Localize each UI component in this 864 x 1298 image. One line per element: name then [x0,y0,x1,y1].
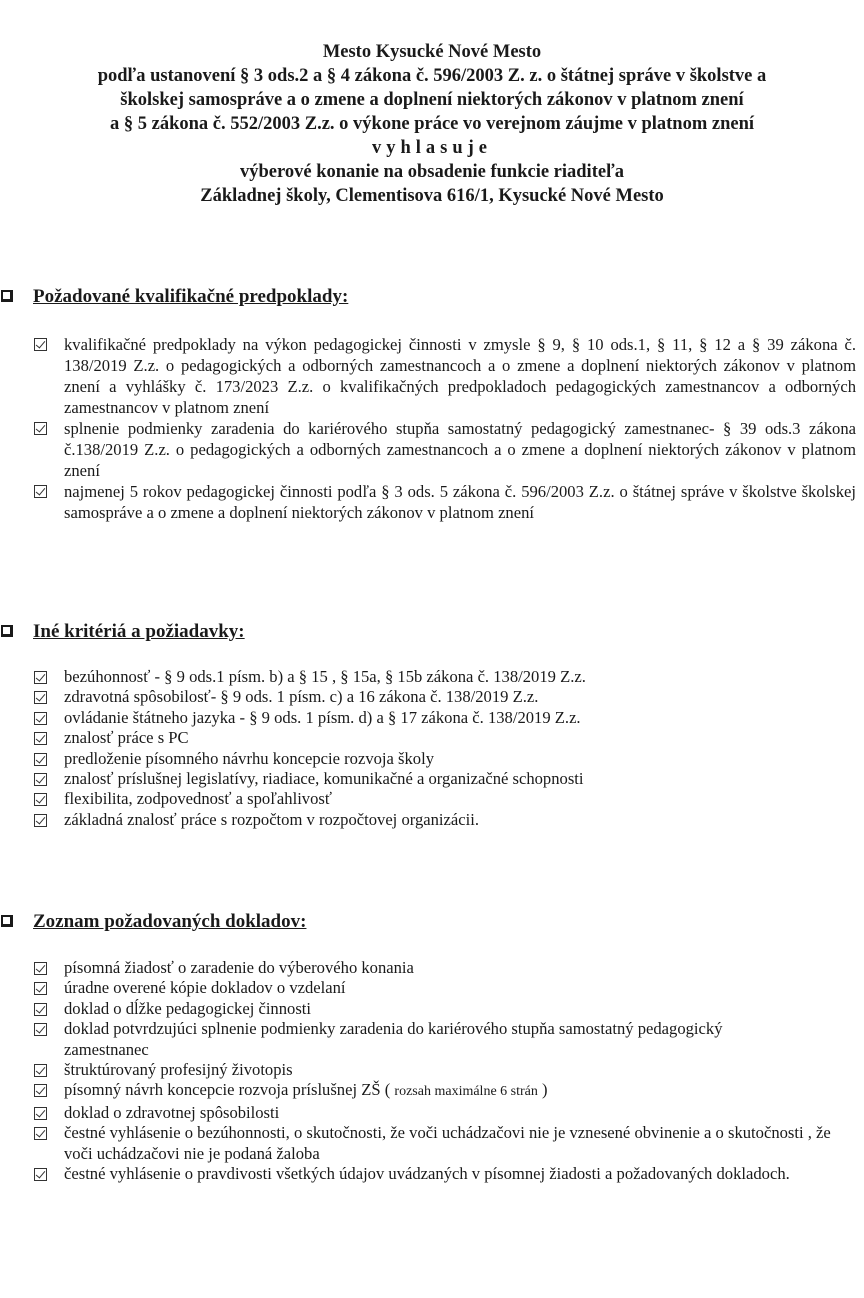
checkmark-icon [34,1023,47,1036]
section-other-criteria [0,621,864,830]
list-item: predloženie písomného návrhu koncepcie rozvoja školy [0,749,864,769]
checkmark-icon [34,422,47,435]
section-title [0,286,864,312]
list-item: bezúhonnosť - § 9 ods.1 písm. b) a § 15 , § 15a, § 15b zákona č. 138/2019 Z.z. [0,667,864,687]
checkmark-icon [34,671,47,684]
list-item: kvalifikačné predpoklady na výkon pedagogickej činnosti v zmysle § 9, § 10 ods.1, § 11, § 12 a § 39 zákona č. 138/2019 Z.z. o pedagogických a odborných zamestnancoch a o zmene a doplnení niektorých zákonov v platnom znení a vyhlášky č. 173/2023 Z.z. o kvalifikačných predpokladoch pedagogických zamestnancov a odborných zamestnancov v platnom znení [0,334,864,418]
announcement-header [0,40,864,208]
checkmark-icon [34,1003,47,1016]
list-item: doklad potvrdzujúci splnenie podmienky zaradenia do kariérového stupňa samostatný pedagogický zamestnanec [0,1019,864,1060]
header-legal-basis-3: a § 5 zákona č. 552/2003 Z.z. o výkone práce vo verejnom záujme v platnom znení [109,114,755,134]
section-title [0,621,864,647]
list-item: písomný návrh koncepcie rozvoja príslušnej ZŠ ( rozsah maximálne 6 strán ) [0,1080,864,1102]
header-position: výberové konanie na obsadenie funkcie riaditeľa [239,162,624,182]
section-checkbox-icon [1,915,13,927]
list-item: splnenie podmienky zaradenia do kariérového stupňa samostatný pedagogický zamestnanec- § 39 ods.3 zákona č.138/2019 Z.z. o pedagogických a odborných zamestnancoch a o zmene a doplnení niektorých zákonov v platnom znení [0,418,864,481]
section-checkbox-icon [1,625,13,637]
checkmark-icon [34,773,47,786]
list-item: najmenej 5 rokov pedagogickej činnosti podľa § 3 ods. 5 zákona č. 596/2003 Z.z. o štátnej správe v školstve školskej samospráve a o zmene a doplnení niektorých zákonov v platnom znení [0,481,864,523]
section-list [0,667,864,830]
section-required-documents [0,911,864,1184]
list-item: písomná žiadosť o zaradenie do výberového konania [0,958,864,978]
list-item: flexibilita, zodpovednosť a spoľahlivosť [0,789,864,809]
list-item: úradne overené kópie dokladov o vzdelaní [0,978,864,998]
checkmark-icon [34,982,47,995]
checkmark-icon [34,732,47,745]
header-issuer: Mesto Kysucké Nové Mesto [322,42,542,62]
list-item: čestné vyhlásenie o pravdivosti všetkých údajov uvádzaných v písomnej žiadosti a požadovaných dokladoch. [0,1164,864,1184]
header-announces: vyhlasuje [371,138,493,158]
header-legal-basis-1: podľa ustanovení § 3 ods.2 a § 4 zákona č. 596/2003 Z. z. o štátnej správe v školstve a [97,66,767,86]
checkmark-icon [34,1084,47,1097]
header-school: Základnej školy, Clementisova 616/1, Kysucké Nové Mesto [200,186,664,206]
list-item: základná znalosť práce s rozpočtom v rozpočtovej organizácii. [0,810,864,830]
checkmark-icon [34,1107,47,1120]
checkmark-icon [34,1064,47,1077]
section-list [0,334,864,523]
list-item: zdravotná spôsobilosť- § 9 ods. 1 písm. c) a 16 zákona č. 138/2019 Z.z. [0,687,864,707]
section-list [0,958,864,1184]
section-title-text: Zoznam požadovaných dokladov: [33,911,307,932]
checkmark-icon [34,691,47,704]
list-item: štruktúrovaný profesijný životopis [0,1060,864,1080]
checkmark-icon [34,793,47,806]
checkmark-icon [34,814,47,827]
checkmark-icon [34,712,47,725]
list-item: doklad o zdravotnej spôsobilosti [0,1103,864,1123]
checkmark-icon [34,485,47,498]
section-checkbox-icon [1,290,13,302]
page-limit-note: rozsah maximálne 6 strán [394,1084,538,1100]
checkmark-icon [34,962,47,975]
section-qualifications [0,286,864,523]
section-title-text: Iné kritériá a požiadavky: [33,621,245,642]
list-item: znalosť príslušnej legislatívy, riadiace, komunikačné a organizačné schopnosti [0,769,864,789]
checkmark-icon [34,1127,47,1140]
list-item: ovládanie štátneho jazyka - § 9 ods. 1 písm. d) a § 17 zákona č. 138/2019 Z.z. [0,708,864,728]
section-title-text: Požadované kvalifikačné predpoklady: [33,286,349,307]
list-item: znalosť práce s PC [0,728,864,748]
header-legal-basis-2: školskej samospráve a o zmene a doplnení niektorých zákonov v platnom znení [120,90,744,110]
checkmark-icon [34,338,47,351]
list-item: doklad o dĺžke pedagogickej činnosti [0,999,864,1019]
section-title [0,911,864,937]
list-item: čestné vyhlásenie o bezúhonnosti, o skutočnosti, že voči uchádzačovi nie je vznesené obvinenie a o skutočnosti , že voči uchádzačovi nie je podaná žaloba [0,1123,864,1164]
checkmark-icon [34,1168,47,1181]
checkmark-icon [34,753,47,766]
